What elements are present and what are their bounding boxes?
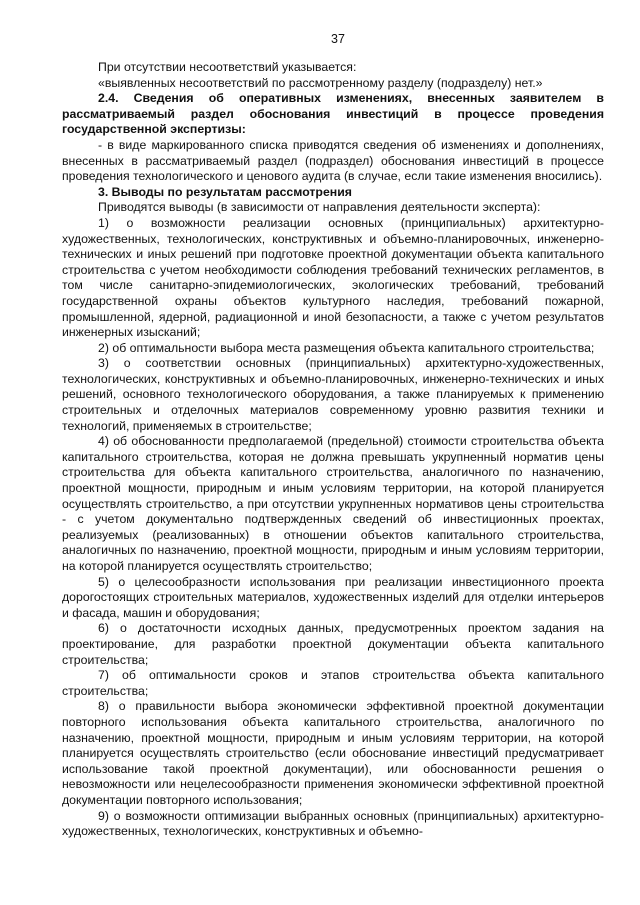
list-item-2: 2) об оптимальности выбора места размещения объекта капитального строительства; (98, 340, 595, 355)
paragraph-no-mismatch-intro: При отсутствии несоответствий указывается: (98, 60, 357, 74)
list-item-4: 4) об обоснованности предполагаемой (предельной) стоимости строительства объекта капитального строительства, которая не должна превышать укрупненный норматив цены строительства для объекта капитального строительства, аналогичного по назначению, проектной мощности, природным и иным условиям территории, на которой планируется осуществлять строительство, а при отсутствии укрупненных нормативов цены строительства - с учетом документально подтвержденных сведений об инвестиционных проектах, реализуемых (реализованных) в отношении объектов капитального строительства, аналогичных по назначению, проектной мощности, природным и иным условиям территории, на которой планируется осуществлять строительство; (62, 434, 604, 573)
section-heading-2-4: 2.4. Сведения об оперативных изменениях, внесенных заявителем в рассматриваемый раздел обоснования инвестиций в процессе проведения государственной экспертизы: (62, 91, 604, 137)
paragraph-no-mismatch-quote: «выявленных несоответствий по рассмотренному разделу (подразделу) нет.» (98, 75, 543, 90)
list-item-9: 9) о возможности оптимизации выбранных основных (принципиальных) архитектурно-художественных, технологических, конструктивных и объемно- (62, 808, 604, 839)
document-body (62, 60, 604, 840)
list-item-5: 5) о целесообразности использования при реализации инвестиционного проекта дорогостоящих строительных материалов, художественных изделий для отделки интерьеров и фасада, машин и оборудования; (62, 574, 604, 620)
list-item-8: 8) о правильности выбора экономически эффективной проектной документации повторного использования объекта капитального строительства, аналогичного по назначению, проектной мощности, природным и иным условиям территории, на которой планируется осуществлять строительство (если обоснование инвестиций предусматривает использование такой проектной документации), или обоснованности решения о невозможности или нецелесообразности применения экономически эффективной проектной документации повторного использования; (62, 699, 604, 807)
list-item-7: 7) об оптимальности сроков и этапов строительства объекта капитального строительства; (62, 668, 604, 698)
list-item-1: 1) о возможности реализации основных (принципиальных) архитектурно-художественных, технологических, конструктивных и объемно-планировочных, инженерно-технических и иных решений при подготовке проектной документации объекта капитального строительства с учетом необходимости соблюдения требований технических регламентов, в том числе санитарно-эпидемиологических, экологических требований, требований государственной охраны объектов культурного наследия, требований пожарной, промышленной, ядерной, радиационной и иной безопасности, а также с учетом результатов инженерных изысканий; (62, 215, 604, 340)
section-heading-3: 3. Выводы по результатам рассмотрения (98, 184, 352, 199)
paragraph-changes-list: - в виде маркированного списка приводятся сведения об изменениях и дополнениях, внесенных в рассматриваемый раздел (подраздел) обоснования инвестиций в процессе проведения технологического и ценового аудита (в случае, если такие изменения вносились). (62, 137, 604, 184)
list-item-3: 3) о соответствии основных (принципиальных) архитектурно-художественных, технологических, конструктивных и объемно-планировочных, инженерно-технических и иных решений, основного технологического оборудования, а также планируемых к применению строительных и отделочных материалов современному уровню развития техники и технологий, применяемых в строительстве; (62, 356, 604, 433)
list-item-6: 6) о достаточности исходных данных, предусмотренных проектом задания на проектирование, для разработки проектной документации объекта капитального строительства; (62, 621, 604, 667)
paragraph-conclusions-intro: Приводятся выводы (в зависимости от направления деятельности эксперта): (98, 200, 541, 215)
page-number: 37 (331, 32, 345, 46)
